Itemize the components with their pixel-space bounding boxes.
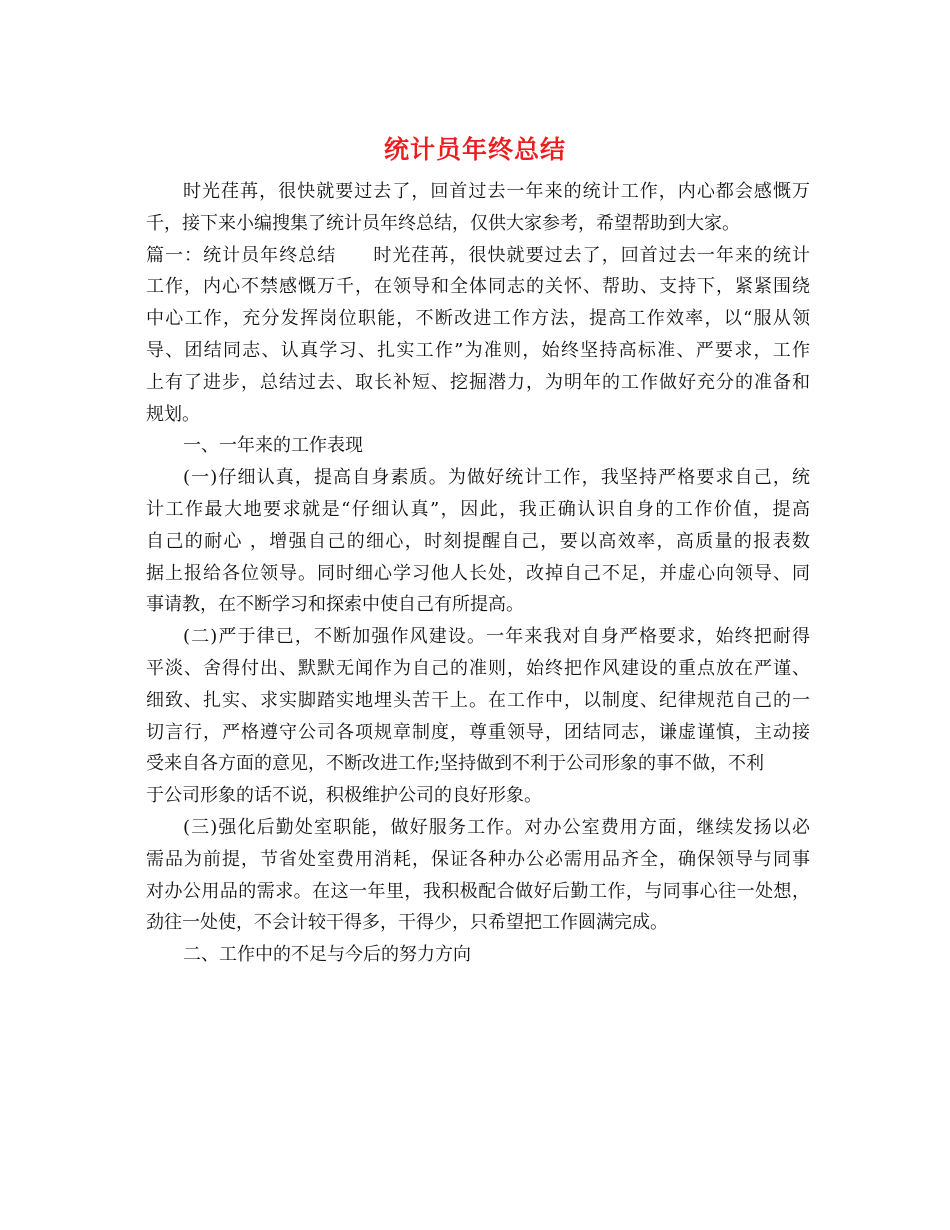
section-heading: 篇一：统计员年终总结 xyxy=(146,244,337,266)
text-line: 需品为前提，节省处室费用消耗，保证各种办公必需用品齐全，确保领导与同事 xyxy=(146,848,810,870)
section-heading: 二、工作中的不足与今后的努力方向 xyxy=(183,944,471,966)
text-line xyxy=(146,240,810,272)
text-line: 细致、扎实、求实脚踏实地埋头苦干上。在工作中，以制度、纪律规范自己的一 xyxy=(146,689,810,711)
text-line: 时光荏苒，很快就要过去了，回首过去一年来的统计工作，内心都会感慨万 xyxy=(183,181,810,202)
text-line: (二)严于律已，不断加强作风建设。一年来我对自身严格要求，始终把耐得 xyxy=(183,626,810,648)
text-line: 劲往一处使，不会计较干得多，干得少，只希望把工作圆满完成。 xyxy=(146,912,668,934)
text-line: 导、团结同志、认真学习、扎实工作”为准则，始终坚持高标准、严要求，工作 xyxy=(146,339,810,361)
text-line: 切言行，严格遵守公司各项规章制度，尊重领导，团结同志，谦虚谨慎，主动接 xyxy=(146,721,810,743)
text-line: 平淡、舍得付出、默默无闻作为自己的准则，始终把作风建设的重点放在严谨、 xyxy=(146,657,810,679)
text-line: 事请教，在不断学习和探索中使自己有所提高。 xyxy=(146,594,524,616)
document-title: 统计员年终总结 xyxy=(383,135,566,164)
text-line: 千，接下来小编搜集了统计员年终总结，仅供大家参考，希望帮助到大家。 xyxy=(146,212,740,234)
document-body xyxy=(146,176,810,971)
text-line: (一)仔细认真，提高自身素质。为做好统计工作，我坚持严格要求自己，统 xyxy=(183,467,810,489)
section-heading: 一、一年来的工作表现 xyxy=(183,435,363,457)
text-line: 计工作最大地要求就是“仔细认真”，因此，我正确认识自身的工作价值，提高 xyxy=(146,498,810,520)
text-line: 规划。 xyxy=(146,403,200,425)
text-line: (三)强化后勤处室职能，做好服务工作。对办公室费用方面，继续发扬以必 xyxy=(183,816,810,838)
text-line: 对办公用品的需求。在这一年里，我积极配合做好后勤工作，与同事心往一处想， xyxy=(146,880,810,902)
text-line: 于公司形象的话不说，积极维护公司的良好形象。 xyxy=(146,785,542,807)
text-line: 受来自各方面的意见，不断改进工作;坚持做到不利于公司形象的事不做，不利 xyxy=(146,753,765,775)
text-line: 据上报给各位领导。同时细心学习他人长处，改掉自己不足，并虚心向领导、同 xyxy=(146,562,810,584)
text-segment: 时光荏苒，很快就要过去了，回首过去一年来的统计 xyxy=(372,244,811,266)
text-line: 中心工作，充分发挥岗位职能，不断改进工作方法，提高工作效率，以“服从领 xyxy=(146,308,810,330)
text-line: 工作，内心不禁感慨万千，在领导和全体同志的关怀、帮助、支持下，紧紧围绕 xyxy=(146,276,810,298)
text-line: 自己的耐心 ，增强自己的细心，时刻提醒自己，要以高效率，高质量的报表数 xyxy=(146,530,810,552)
text-line: 上有了进步，总结过去、取长补短、挖掘潜力，为明年的工作做好充分的准备和 xyxy=(146,371,810,393)
